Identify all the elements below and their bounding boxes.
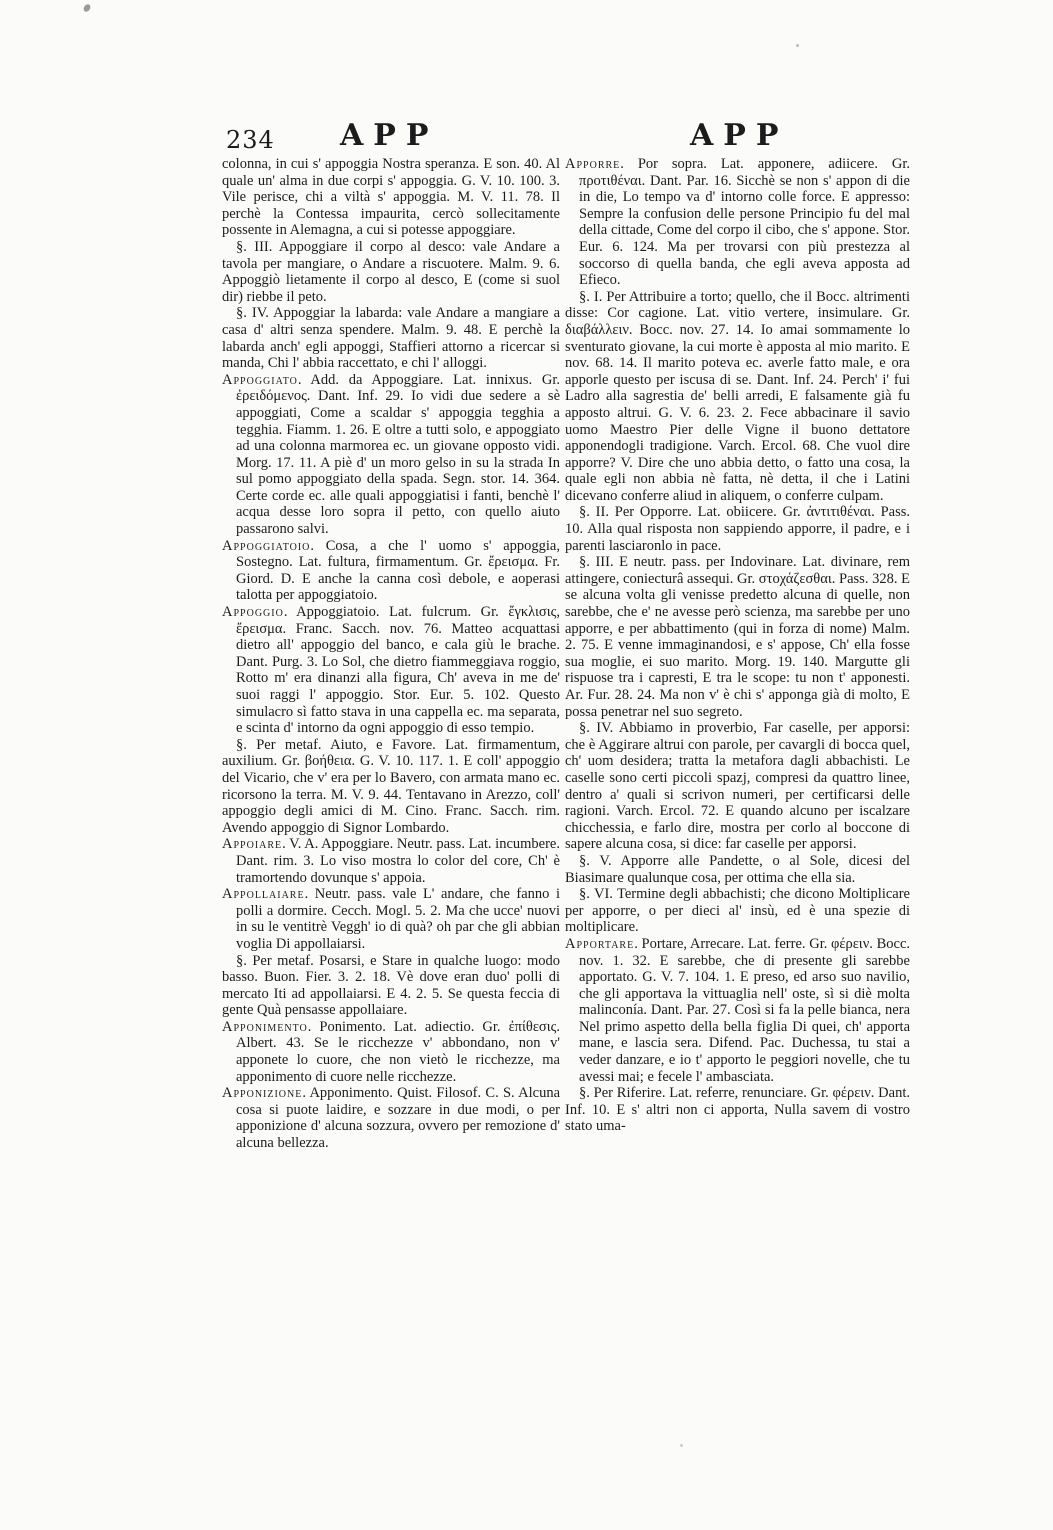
left-column: [222, 156, 560, 1152]
dictionary-entry: [222, 836, 560, 886]
entry-text: . V. A. Appoggiare. Neutr. pass. Lat. incumbere. Dant. rim. 3. Lo viso mostra lo color del core, Ch' è tramortendo dovunque s' appoia.: [236, 836, 560, 886]
entry-text: . Neutr. pass. vale L' andare, che fanno i polli a dormire. Cecch. Mogl. 5. 2. Ma che ucce' nuovi in su le ventitrè Veggh' io di quà? oh par che gli abbian voglia Di appollaiarsi.: [236, 886, 560, 952]
sub-entry: [222, 953, 560, 1019]
right-column: [565, 156, 910, 1135]
entry-text: . Cosa, a che l' uomo s' appoggia, Sostegno. Lat. fultura, firmamentum. Gr. ἔρεισμα. Fr. Giord. D. E anche la canna così debole, e aoperasi talotta per appoggiatoio.: [236, 537, 560, 604]
sub-entry: [565, 1085, 910, 1135]
entry-text: . Apponimento. Quist. Filosof. C. S. Alcuna cosa si puote laidire, e sozzare in due modi, o per apponizione d' alcuna sozzura, ovvero per remozione d' alcuna bellezza.: [236, 1085, 560, 1152]
entry-text: . Portare, Arrecare. Lat. ferre. Gr. φέρειν. Bocc. nov. 1. 32. E sarebbe, che di presente gli sarebbe apportato. G. V. 7. 104. 1. E preso, ed arso suo navilio, che gli apportava la vittuaglia nell' oste, sì si diè molta malinconía. Dant. Par. 27. Così si fa la pelle bianca, nera Nel primo aspetto della bella figlia Di quei, ch' apporta mane, e lascia sera. Difend. Pac. Duchessa, tu stai a veder danzare, e io t' apporto le peggiori novelle, che tu avessi mai; e fecele l' ambasciata.: [579, 935, 910, 1085]
dictionary-entry: [222, 1019, 560, 1085]
headword: Appoiare: [222, 836, 283, 853]
entry-text: §. Per metaf. Posarsi, e Stare in qualche luogo: modo basso. Buon. Fier. 3. 2. 18. Vè dove eran duo' polli di mercato Iti ad appollaiarsi. E 4. 2. 5. Se questa feccia di gente Quà pensasse appollaiare.: [222, 952, 560, 1019]
running-header-left: APP: [340, 118, 439, 153]
entry-text: §. IV. Appoggiar la labarda: vale Andare a mangiare a casa d' altri senza spendere. Malm. 9. 48. E perchè la labarda anch' egli appoggi, Staffieri attorno a ricercar si manda, Chi l' abbia raccettato, e chi l' alloggi.: [222, 305, 560, 372]
entry-text: §. VI. Termine degli abbachisti; che dicono Moltiplicare per apporre, o per dieci al' insù, ed è una spezie di moltiplicare.: [565, 886, 910, 936]
headword: Apporre: [565, 156, 621, 172]
entry-text: . Ponimento. Lat. adiectio. Gr. ἐπίθεσις. Albert. 43. Se le ricchezze v' abbondano, non v' apponete lo cuore, che non vietò le ricchezze, ma apponimento di cuore nelle ricchezze.: [236, 1018, 560, 1085]
dictionary-entry: [222, 886, 560, 952]
sub-entry: [565, 504, 910, 554]
entry-text: §. II. Per Opporre. Lat. obiicere. Gr. ἀντιτιθέναι. Pass. 10. Alla qual risposta non sappiendo apporre, il padre, e i parenti lasciaronlo in pace.: [565, 504, 910, 554]
dictionary-entry: [222, 1085, 560, 1151]
ink-speck: [680, 1444, 683, 1447]
dictionary-entry: [222, 604, 560, 737]
entry-text: colonna, in cui s' appoggia Nostra speranza. E son. 40. Al quale un' alma in due corpi s' appoggia. G. V. 10. 100. 3. Vile perisce, chi a viltà s' appoggia. M. V. 11. 78. Il perchè la Contessa impaurita, cercò sollecitamente possente in Alemagna, a cui si potesse appoggiare.: [222, 156, 560, 239]
sub-entry: [565, 886, 910, 936]
headword: Apponizione: [222, 1085, 303, 1102]
ink-spot: [82, 3, 92, 13]
entry-text: §. IV. Abbiamo in proverbio, Far caselle, per apporsi: che è Aggirare altrui con parole, per cavargli di bocca quel, ch' uom desidera; tratta la metafora dagli abbachisti. Le caselle sono certi piccoli spazj, compresi da quattro linee, dentro a' quali si scrivon numeri, per certificarsi delle ragioni. Varch. Ercol. 72. E quando alcuno per iscalzare chicchessia, e farlo dire, mostra per corlo al boccone di sapere alcuna cosa, si dice: far caselle per apporsi.: [565, 720, 910, 853]
sub-entry: [565, 289, 910, 505]
sub-entry: [222, 239, 560, 305]
headword: Appollaiare: [222, 886, 305, 903]
dictionary-entry: [565, 936, 910, 1085]
entry-text: . Appoggiatoio. Lat. fulcrum. Gr. ἔγκλισις, ἔρεισμα. Franc. Sacch. nov. 76. Matteo acquattasi dietro all' appoggio del banco, e cala giù le brache. Dant. Purg. 3. Lo Sol, che dietro fiammeggiava roggio, Rotto m' era dinanzi alla figura, Ch' aveva in me de' suoi raggi l' appoggio. Stor. Eur. 5. 102. Questo simulacro sì fatto stava in una cappella ec. ma separata, e scinta d' intorno da ogni appoggio di esso tempio.: [236, 604, 560, 737]
entry-text: §. Per Riferire. Lat. referre, renunciare. Gr. φέρειν. Dant. Inf. 10. E s' altri non ci apporta, Nulla savem di vostro stato uma-: [565, 1085, 910, 1135]
sub-entry: [565, 853, 910, 886]
entry-text: §. Per metaf. Aiuto, e Favore. Lat. firmamentum, auxilium. Gr. βοήθεια. G. V. 10. 117. 1. E coll' appoggio del Vicario, che v' era per lo Bavero, con armata mano ec. ricorsono la terra. M. V. 9. 44. Tentavano in Arezzo, coll' appoggio degli amici di M. Cino. Franc. Sacch. rim. Avendo appoggio di Signor Lombardo.: [222, 736, 560, 836]
headword: Appoggiatoio: [222, 537, 311, 554]
running-header-right: APP: [690, 118, 789, 153]
sub-entry: [565, 720, 910, 853]
headword: Appoggio: [222, 604, 284, 621]
ink-speck: [796, 44, 799, 47]
dictionary-entry: [222, 538, 560, 604]
entry-text: §. III. E neutr. pass. per Indovinare. Lat. divinare, rem attingere, coniecturâ assequi. Gr. στοχάζεσθαι. Pass. 328. E se alcuna volta gli venisse predetto alcuna di quelle, non sarebbe, che e' ne avesse però scienza, ma sarebbe per uno apporre, e per abbattimento (qui in forza di nome) Malm. 2. 75. E venne immaginandosi, e s' appose, Ch' ella fosse sua moglie, ei suo marito. Morg. 19. 140. Margutte gli rispuose tra i capresti, E tra le scope: tu non t' apponesti. Ar. Fur. 28. 24. Ma non v' è chi s' apponga già di molto, E possa penetrar nel suo segreto.: [565, 554, 910, 720]
sub-entry: [565, 554, 910, 720]
entry-text: §. I. Per Attribuire a torto; quello, che il Bocc. altrimenti disse: Cor cagione. Lat. vitio vertere, insimulare. Gr. διαβάλλειν. Bocc. nov. 27. 14. Io amai sommamente lo sventurato giovane, la cui morte è apposta al mio marito. E nov. 68. 14. Il marito poteva ec. averle fatto male, e ora apporle questo per iscusa di se. Dant. Inf. 24. Perch' i' fui Ladro alla sagrestia de' belli arredi, E falsamente già fu apposto altrui. G. V. 6. 23. 2. Fece abbacinare il savio uomo Maestro Pier delle Vigne il buono dettatore apponendogli tradigione. Varch. Ercol. 68. Che vuol dire apporre? V. Dire che uno abbia detto, o fatto una cosa, la quale egli non abbia nè fatta, nè detta, il che i Latini dicevano conferre aliud in aliquem, o conferre culpam.: [565, 288, 910, 504]
headword: Appoggiato: [222, 371, 298, 388]
sub-entry: [222, 305, 560, 371]
page-number: 234: [226, 126, 275, 154]
entry-text: §. V. Apporre alle Pandette, o al Sole, dicesi del Biasimare qualunque cosa, per ottima che ella sia.: [565, 852, 910, 886]
headword: Apportare: [565, 935, 635, 952]
continued-entry: [222, 156, 560, 239]
entry-text: . Add. da Appoggiare. Lat. innixus. Gr. ἐρειδόμενος. Dant. Inf. 29. Io vidi due sedere a sè appoggiati, Come a scaldar s' appoggia tegghia a tegghia. Fiamm. 1. 26. E oltre a tutti solo, e appoggiato ad una colonna marmorea ec. un giovane opposto vidi. Morg. 17. 11. A piè d' un moro gelso in su la strada In sul pomo appoggiato della spada. Segn. stor. 14. 364. Certe corde ec. alle quali appoggiatisi i fanti, benchè l' acqua desse loro sopra il petto, con quello aiuto passarono salvi.: [236, 371, 560, 538]
entry-text: . Por sopra. Lat. apponere, adiicere. Gr. προτιθέναι. Dant. Par. 16. Sicchè se non s' appon di die in die, Lo tempo va d' intorno colle force. E appresso: Sempre la confusion delle persone Principio fu del mal della cittade, Come del corpo il cibo, che s' appone. Stor. Eur. 6. 124. Ma per trovarsi con più prestezza al soccorso di quella banda, che egli aveva apposta ad Efieco.: [579, 156, 910, 289]
dictionary-entry: [565, 156, 910, 289]
sub-entry: [222, 737, 560, 837]
headword: Apponimento: [222, 1018, 308, 1035]
dictionary-entry: [222, 372, 560, 538]
entry-text: §. III. Appoggiare il corpo al desco: vale Andare a tavola per mangiare, o Andare a riscuotere. Malm. 9. 6. Appoggiò lietamente il corpo al desco, E (come si suol dir) riebbe il peto.: [222, 238, 560, 305]
